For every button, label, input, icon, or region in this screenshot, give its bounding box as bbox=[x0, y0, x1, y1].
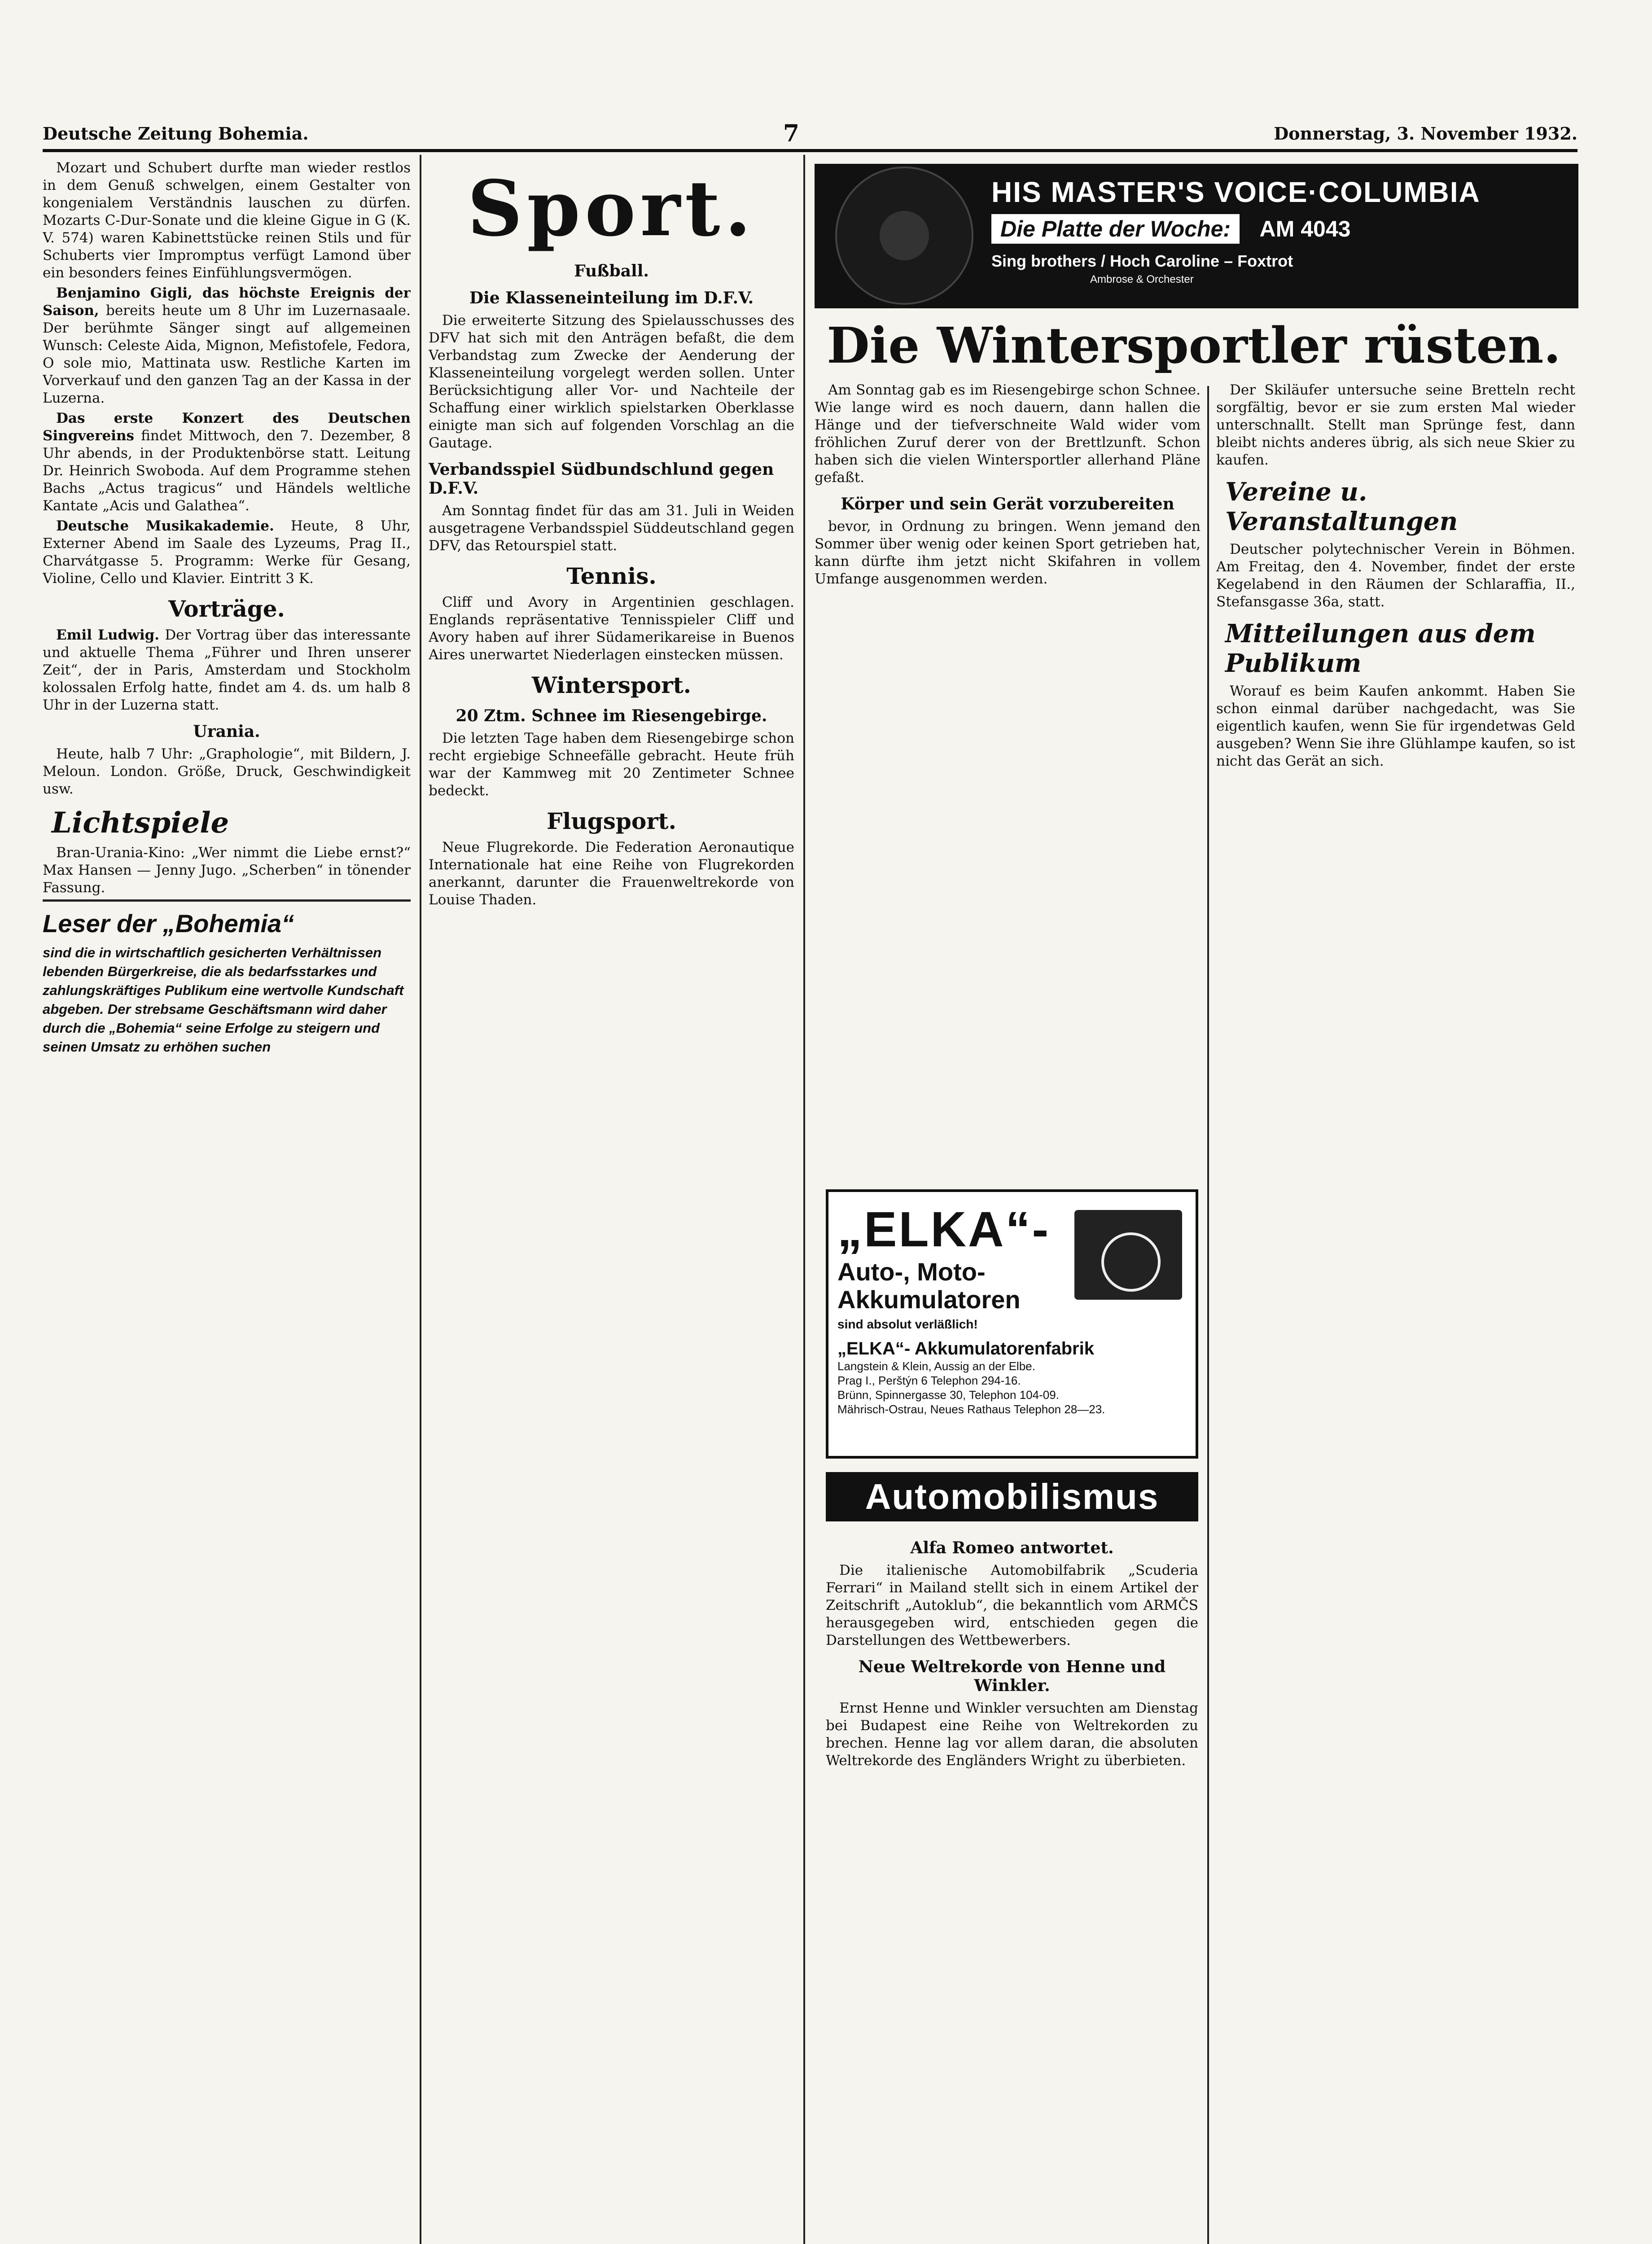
singverein-notice: Das erste Konzert des Deutschen Singvereins findet Mittwoch, den 7. Dezember, 8 Uhr abends, in der Produktenbörse statt. Leitung Dr. Heinrich Swoboda. Auf dem Programme stehen Bachs „Actus tragicus“ und Händels weltliche Kantate „Acis und Galathea“. bbox=[43, 410, 411, 514]
ski-text: Der Skiläufer untersuche seine Bretteln recht sorgfältig, bevor er sie zum ersten Mal wieder unterschnallt. Stellt man Sprünge fest, dann bleibt nichts anderes übrig, als sich neue Skier zu kaufen. bbox=[1216, 382, 1575, 468]
winter-article-text: Am Sonntag gab es im Riesengebirge schon Schnee. Wie lange wird es noch dauern, dann hallen die Hänge und der tiefverschneite Wald wider vom fröhlichen Zuruf derer von der Brettlzunft. Schon haben sich die vielen Wintersportler allerhand Pläne gefaßt. bbox=[815, 382, 1201, 486]
vortraege-heading: Vorträge. bbox=[168, 596, 285, 622]
wintersport-subtitle: 20 Ztm. Schnee im Riesengebirge. bbox=[456, 706, 767, 725]
flugsport-text: Neue Flugrekorde. Die Federation Aeronautique Internationale hat eine Reihe von Flugrekorden anerkannt, darunter die Frauenweltrekorde von Louise Thaden. bbox=[429, 839, 794, 908]
song-artist: Ambrose & Orchester bbox=[1090, 273, 1194, 285]
column-sport bbox=[429, 155, 794, 2244]
flugsport-heading: Flugsport. bbox=[546, 808, 677, 834]
koerper-text: bevor, in Ordnung zu bringen. Wenn jemand den Sommer über wenig oder keinen Sport getrieben hat, kann dürfte ihm jetzt nicht Skifahren in vollem Umfange ausgenommen werden. bbox=[815, 518, 1201, 587]
record-disc-icon bbox=[835, 167, 973, 305]
automobilismus-heading: Automobilismus bbox=[826, 1472, 1198, 1521]
henne-title: Neue Weltrekorde von Henne und Winkler. bbox=[858, 1657, 1166, 1695]
column-winter-left bbox=[815, 381, 1201, 1180]
leser-text: sind die in wirtschaftlich gesicherten Verhältnissen lebenden Bürgerkreise, die als bedarfsstarkes und zahlungskräftiges Publikum eine wertvolle Kundschaft abgeben. Der strebsame Geschäftsmann wird daher durch die „Bohemia“ seine Erfolge zu steigern und seinen Umsatz zu erhöhen suchen bbox=[43, 945, 404, 1055]
column-rule-1 bbox=[420, 155, 421, 2244]
platte-der-woche: Die Platte der Woche: bbox=[991, 214, 1240, 244]
sport-heading: Sport. bbox=[467, 164, 756, 254]
column-rule-2 bbox=[803, 155, 805, 2244]
concert-review: Mozart und Schubert durfte man wieder restlos in dem Genuß schwelgen, einem Gestalter von kongenialem Verständnis lauschen zu dürfen. Mozarts C-Dur-Sonate und die kleine Gigue in G (K. V. 574) waren Kabinettstücke reinen Stils und für Schuberts vier Impromptus verfügt Lamond über ein besonders feines Einfühlungsvermögen. bbox=[43, 160, 411, 281]
newspaper-name: Deutsche Zeitung Bohemia. bbox=[43, 123, 309, 144]
leser-title: Leser der „Bohemia“ bbox=[43, 909, 294, 938]
gigli-notice: Benjamino Gigli, das höchste Ereignis der Saison, bereits heute um 8 Uhr im Luzernasaale. Der berühmte Sänger singt auf allgemeinen Wunsch: Celeste Aida, Mignon, Mefistofele, Fedora, O sole mio, Mattinata usw. Restliche Karten im Vorverkauf und den ganzen Tag an der Kassa in der Luzerna. bbox=[43, 285, 411, 406]
fussball-heading: Fußball. bbox=[574, 262, 649, 280]
column-automobil bbox=[826, 1530, 1198, 2244]
battery-icon bbox=[1074, 1210, 1182, 1300]
elka-claim: sind absolut verläßlich! bbox=[837, 1317, 978, 1331]
henne-text: Ernst Henne und Winkler versuchten am Dienstag bei Budapest eine Reihe von Weltrekorden zu brechen. Henne lag vor allem daran, die absoluten Weltrekorde des Engländers Wright zu überbieten. bbox=[826, 1700, 1198, 1769]
elka-address-1: Langstein & Klein, Aussig an der Elbe. bbox=[837, 1359, 1035, 1373]
elka-address-3: Brünn, Spinnergasse 30, Telephon 104-09. bbox=[837, 1388, 1059, 1402]
issue-date: Donnerstag, 3. November 1932. bbox=[1274, 123, 1578, 144]
column-arts bbox=[43, 159, 411, 2244]
column-rule-3 bbox=[1207, 386, 1209, 2244]
urania-heading: Urania. bbox=[193, 722, 260, 741]
mitteilungen-text: Worauf es beim Kaufen ankommt. Haben Sie schon einmal darüber nachgedacht, was Sie eigentlich kaufen, wenn Sie für irgendetwas Geld ausgeben? Wenn Sie ihre Glühlampe kaufen, so ist nicht das Gerät an sich. bbox=[1216, 683, 1575, 769]
song-title: Sing brothers / Hoch Caroline – Foxtrot bbox=[991, 252, 1293, 270]
hmv-brand: HIS MASTER'S VOICE·COLUMBIA bbox=[991, 176, 1481, 208]
urania-text: Heute, halb 7 Uhr: „Graphologie“, mit Bildern, J. Meloun. London. Größe, Druck, Geschwindigkeit usw. bbox=[43, 746, 411, 797]
elka-address-2: Prag I., Perštýn 6 Telephon 294-16. bbox=[837, 1374, 1021, 1387]
masthead-line bbox=[43, 118, 1578, 152]
elka-name: „ELKA“- bbox=[837, 1202, 1051, 1257]
vereine-text: Deutscher polytechnischer Verein in Böhmen. Am Freitag, den 4. November, findet der erste Kegelabend in den Räumen der Schlaraffia, II., Stefansgasse 36a, statt. bbox=[1216, 541, 1575, 610]
lichtspiele-text: Bran-Urania-Kino: „Wer nimmt die Liebe ernst?“ Max Hansen — Jenny Jugo. „Scherben“ in tönender Fassung. bbox=[43, 845, 411, 896]
elka-accumulator-ad bbox=[826, 1189, 1198, 1459]
ludwig-notice: Emil Ludwig. Der Vortrag über das interessante und aktuelle Thema „Führer und Ihren unserer Zeit“, der in Paris, Amsterdam und Stockholm kolossalen Erfolg hatte, findet am 4. ds. um halb 8 Uhr in der Luzerna statt. bbox=[43, 627, 411, 713]
tennis-heading: Tennis. bbox=[566, 563, 657, 589]
wintersport-text: Die letzten Tage haben dem Riesengebirge schon recht ergiebige Schneefälle gebracht. Heute früh war der Kammweg mit 20 Zentimeter Schnee bedeckt. bbox=[429, 730, 794, 799]
lichtspiele-heading: Lichtspiele bbox=[52, 806, 229, 840]
musikakademie-notice: Deutsche Musikakademie. Heute, 8 Uhr, Externer Abend im Saale des Lyzeums, Prag II., Charvátgasse 5. Programm: Werke für Gesang, Violine, Cello und Klavier. Eintritt 3 K. bbox=[43, 518, 411, 587]
vereine-heading: Vereine u. Veranstaltungen bbox=[1225, 477, 1458, 536]
wintersport-heading: Wintersport. bbox=[531, 672, 692, 698]
alfa-text: Die italienische Automobilfabrik „Scuderia Ferrari“ in Mailand stellt sich in einem Artikel der Zeitschrift „Autoklub“, die bekanntlich vom ARMČS herausgegeben wird, entschieden gegen die Darstellungen des Wettbewerbers. bbox=[826, 1562, 1198, 1648]
hmv-columbia-ad bbox=[815, 164, 1578, 308]
wintersportler-headline: Die Wintersportler rüsten. bbox=[827, 316, 1561, 374]
alfa-title: Alfa Romeo antwortet. bbox=[910, 1538, 1114, 1557]
catalog-number: AM 4043 bbox=[1259, 216, 1351, 241]
klassen-text: Die erweiterte Sitzung des Spielausschusses des DFV hat sich mit den Anträgen befaßt, die dem Verbandstag zum Zwecke der Aenderung der Klasseneinteilung vorgelegt werden sollen. Unter Berücksichtigung aller Vor- und Nachteile der Schaffung einer wirklich spielstarken Oberklasse einigte man sich auf folgenden Vorschlag an die Gautage. bbox=[429, 312, 794, 451]
suedbund-text: Am Sonntag findet für das am 31. Juli in Weiden ausgetragene Verbandsspiel Süddeutschland gegen DFV, das Retourspiel statt. bbox=[429, 503, 794, 554]
tennis-text: Cliff und Avory in Argentinien geschlagen. Englands repräsentative Tennisspieler Cliff und Avory haben auf ihrer Südamerikareise in Buenos Aires unerwartet Niederlagen einstecken müssen. bbox=[429, 594, 794, 663]
koerper-heading: Körper und sein Gerät vorzubereiten bbox=[841, 495, 1174, 513]
mitteilungen-heading: Mitteilungen aus dem Publikum bbox=[1225, 619, 1536, 678]
page-number: 7 bbox=[783, 119, 799, 147]
klassen-title: Die Klasseneinteilung im D.F.V. bbox=[469, 289, 754, 307]
bohemia-advertisement bbox=[43, 899, 411, 1056]
suedbund-title: Verbandsspiel Südbundschlund gegen D.F.V. bbox=[429, 460, 774, 498]
elka-address-4: Mährisch-Ostrau, Neues Rathaus Telephon 28—23. bbox=[837, 1402, 1105, 1416]
elka-factory: „ELKA“- Akkumulatorenfabrik bbox=[837, 1339, 1094, 1359]
column-vereine bbox=[1216, 381, 1575, 2244]
elka-product: Auto-, Moto- Akkumulatoren bbox=[837, 1258, 1021, 1314]
